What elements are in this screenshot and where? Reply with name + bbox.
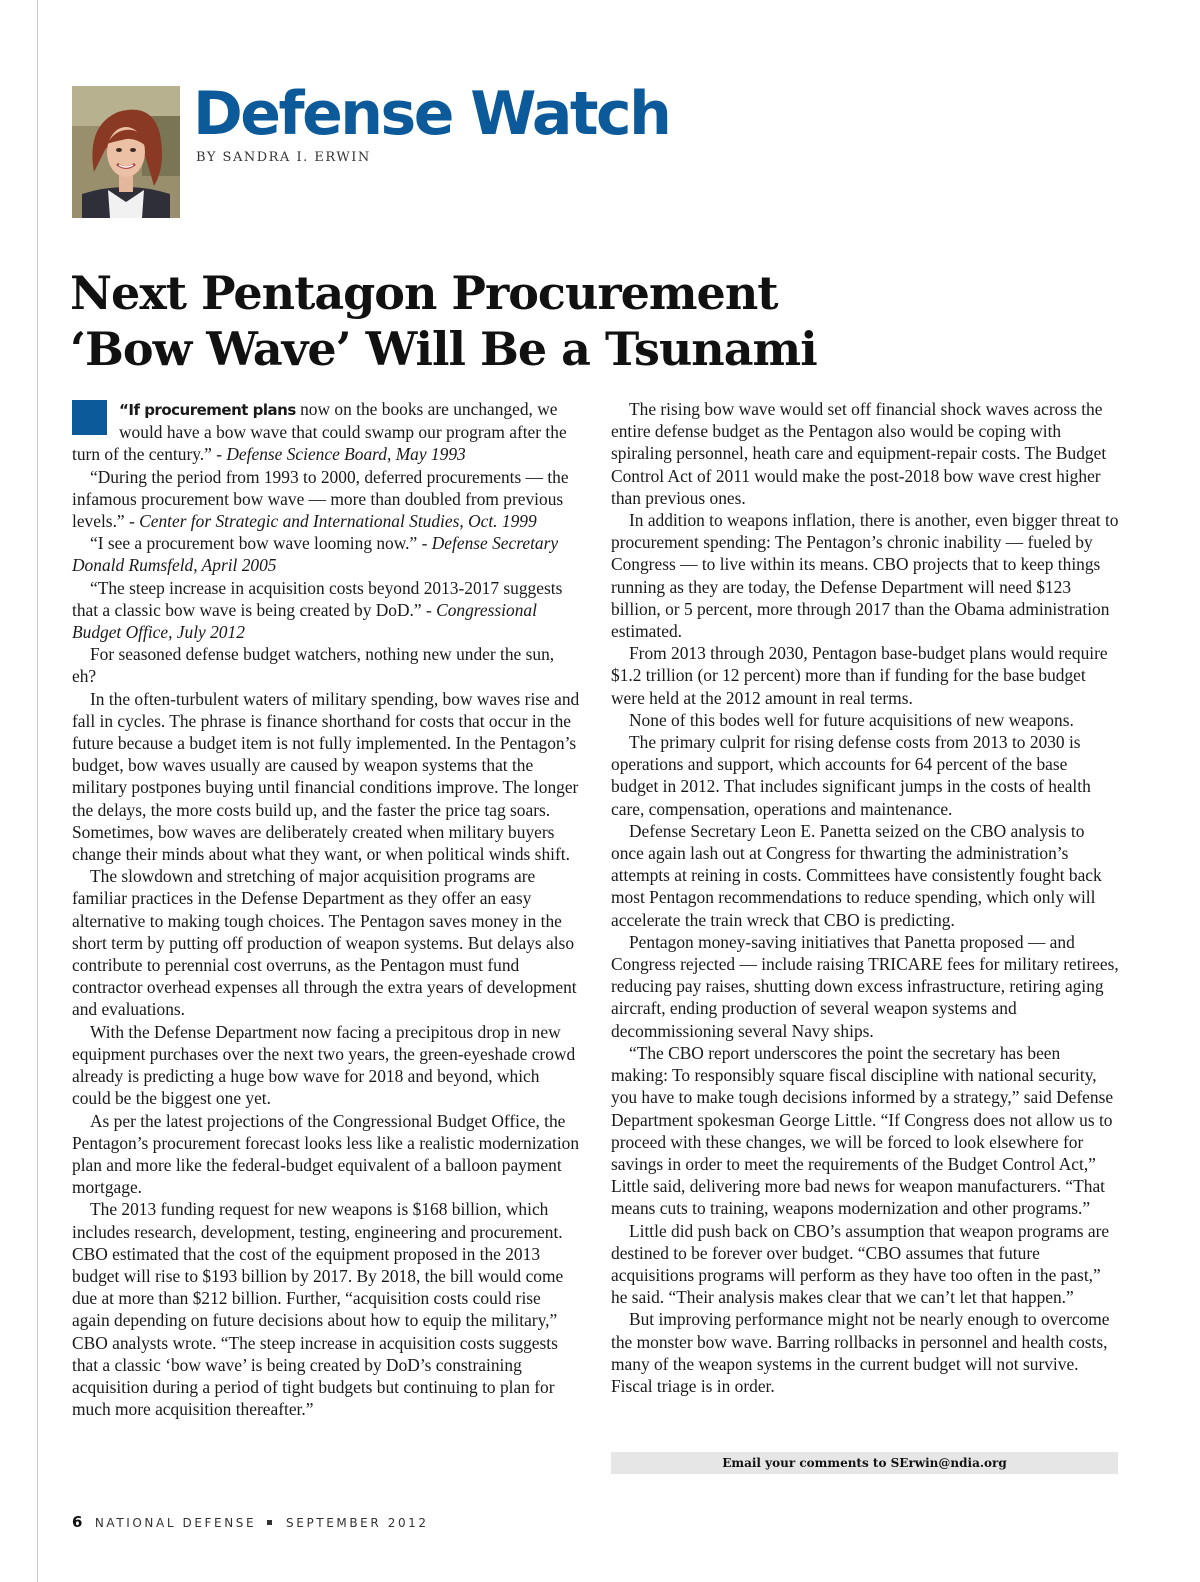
page-margin-rule — [37, 0, 38, 1582]
body-paragraph: The rising bow wave would set off financial shock waves across the entire defense budget as the Pentagon also would be coping with spiraling personnel, heath care and equipment-repair costs. The Budget Control Act of 2011 would make the post-2018 bow wave crest higher than previous ones. — [611, 399, 1107, 508]
body-paragraph: With the Defense Department now facing a precipitous drop in new equipment purchases over the next two years, the green-eyeshade crowd already is predicting a huge bow wave for 2018 and beyond, which could be the biggest one yet. — [72, 1021, 576, 1109]
article-column-right — [611, 398, 1119, 1397]
drop-box-ornament — [72, 400, 107, 435]
body-paragraph: Pentagon money-saving initiatives that Panetta proposed — and Congress rejected — include raising TRICARE fees for military retirees, reducing pay raises, shutting down excess infrastructure, retiring aging aircraft, ending production of several weapon systems and decommissioning several Navy ships. — [611, 931, 1119, 1041]
headline-line-1: Next Pentagon Procurement — [70, 266, 778, 320]
quote-source: Defense Secretary Donald Rumsfeld, April 2005 — [72, 533, 559, 576]
quote-text: “The steep increase in acquisition costs beyond 2013-2017 suggests that a classic bow wave is being created by DoD.” - — [72, 577, 563, 620]
body-paragraph: As per the latest projections of the Congressional Budget Office, the Pentagon’s procurement forecast looks less like a realistic modernization plan and more like the federal-budget equivalent of a balloon payment mortgage. — [72, 1110, 580, 1198]
body-paragraph: But improving performance might not be nearly enough to overcome the monster bow wave. Barring rollbacks in personnel and health costs, many of the weapon systems in the current budget will not survive. Fiscal triage is in order. — [611, 1309, 1110, 1396]
body-paragraph: From 2013 through 2030, Pentagon base-budget plans would require $1.2 trillion (or 12 percent) more than if funding for the base budget were held at the 2012 amount in real terms. — [611, 643, 1108, 708]
page-footer — [72, 1513, 429, 1531]
quote-paragraph — [72, 466, 580, 533]
lead-quote-paragraph — [72, 398, 580, 466]
body-paragraph: In the often-turbulent waters of military spending, bow waves rise and fall in cycles. The phrase is finance shorthand for costs that occur in the future because a budget item is not fully implemented. In the Pentagon’s budget, bow waves usually are caused by weapon systems that the military postpones buying until financial conditions improve. The longer the delays, the more costs build up, and the faster the price tag soars. Sometimes, bow waves are deliberately created when military buyers change their minds about what they want, or when political winds shift. — [72, 688, 580, 865]
body-paragraph: Defense Secretary Leon E. Panetta seized on the CBO analysis to once again lash out at Congress for thwarting the administration’s attempts at reining in costs. Committees have consistently fought back most Pentagon recommendations to reduce spending, which only will accelerate the train wreck that CBO is predicting. — [611, 820, 1102, 930]
body-paragraph: The slowdown and stretching of major acquisition programs are familiar practices in the Defense Department as they offer an easy alternative to making tough choices. The Pentagon saves money in the short term by putting off production of weapon systems. But delays also contribute to perennial cost overruns, as the Pentagon must fund contractor overhead expenses all through the extra years of development and evaluations. — [72, 866, 577, 1020]
quote-text: “During the period from 1993 to 2000, deferred procurements — the infamous procurement bow wave — more than doubled from previous levels.” - — [72, 466, 569, 532]
page-number: 6 — [72, 1513, 83, 1531]
footer-bullet-icon — [267, 1520, 272, 1525]
body-paragraph: None of this bodes well for future acquisitions of new weapons. — [629, 709, 1074, 730]
quote-source: Center for Strategic and International Studies, Oct. 1999 — [139, 511, 537, 532]
lead-in-text: “If procurement plans — [119, 401, 296, 419]
author-photo — [72, 86, 180, 218]
quote-paragraph — [72, 532, 580, 576]
body-paragraph: “The CBO report underscores the point the secretary has been making: To responsibly square fiscal discipline with national security, you have to make tough decisions informed by a strategy,” said Defense Department spokesman George Little. “If Congress does not allow us to proceed with these changes, we will be forced to look elsewhere for savings in order to meet the requirements of the Budget Control Act,” Little said, delivering more bad news for weapon manufacturers. “That means cuts to training, weapons modernization and other programs.” — [611, 1042, 1114, 1219]
body-paragraph: The 2013 funding request for new weapons is $168 billion, which includes research, development, testing, engineering and procurement. CBO estimated that the cost of the equipment proposed in the 2013 budget will rise to $193 billion by 2017. By 2018, the bill would come due at more than $212 billion. Further, “acquisition costs could rise again depending on future decisions about how to equip the military,” CBO analysts wrote. “The steep increase in acquisition costs suggests that a classic ‘bow wave’ is being created by DoD’s constraining acquisition during a period of tight budgets but continuing to plan for much more acquisition thereafter.” — [72, 1199, 564, 1420]
byline: BY SANDRA I. ERWIN — [196, 150, 371, 165]
body-paragraph: The primary culprit for rising defense costs from 2013 to 2030 is operations and support, which accounts for 64 percent of the base budget in 2012. That includes significant jumps in the costs of health care, compensation, operations and maintenance. — [611, 732, 1091, 819]
body-paragraph: Little did push back on CBO’s assumption that weapon programs are destined to be forever over budget. “CBO assumes that future acquisitions programs will perform as they have too often in the past,” he said. “Their analysis makes clear that we can’t let that happen.” — [611, 1220, 1110, 1308]
email-link[interactable]: SErwin@ndia.org — [890, 1456, 1007, 1470]
quote-text: “I see a procurement bow wave looming now.” - — [90, 533, 432, 554]
issue-date: SEPTEMBER 2012 — [286, 1516, 429, 1530]
article-column-left — [72, 398, 580, 1420]
quote-source: Congressional Budget Office, July 2012 — [72, 599, 537, 643]
body-paragraph: In addition to weapons inflation, there is another, even bigger threat to procurement spending: The Pentagon’s chronic inability — fueled by Congress — to live within its means. CBO projects that to keep things running as they are today, the Defense Department will need $123 billion, or 5 percent, more through 2017 than the Obama administration estimated. — [611, 510, 1119, 642]
publication-name: NATIONAL DEFENSE — [94, 1516, 257, 1530]
quote-source: Defense Science Board, May 1993 — [226, 444, 466, 465]
column-title: Defense Watch — [193, 79, 670, 149]
body-paragraph: For seasoned defense budget watchers, nothing new under the sun, eh? — [72, 644, 555, 687]
quote-text: now on the books are unchanged, we would have a bow wave that could swamp our program after the turn of the century.” - — [72, 399, 567, 465]
email-comments-box — [611, 1452, 1118, 1474]
quote-paragraph — [72, 577, 580, 644]
headline-line-2: ‘Bow Wave’ Will Be a Tsunami — [70, 322, 817, 376]
email-prefix: Email your comments to — [722, 1456, 891, 1470]
article-headline — [70, 265, 870, 377]
